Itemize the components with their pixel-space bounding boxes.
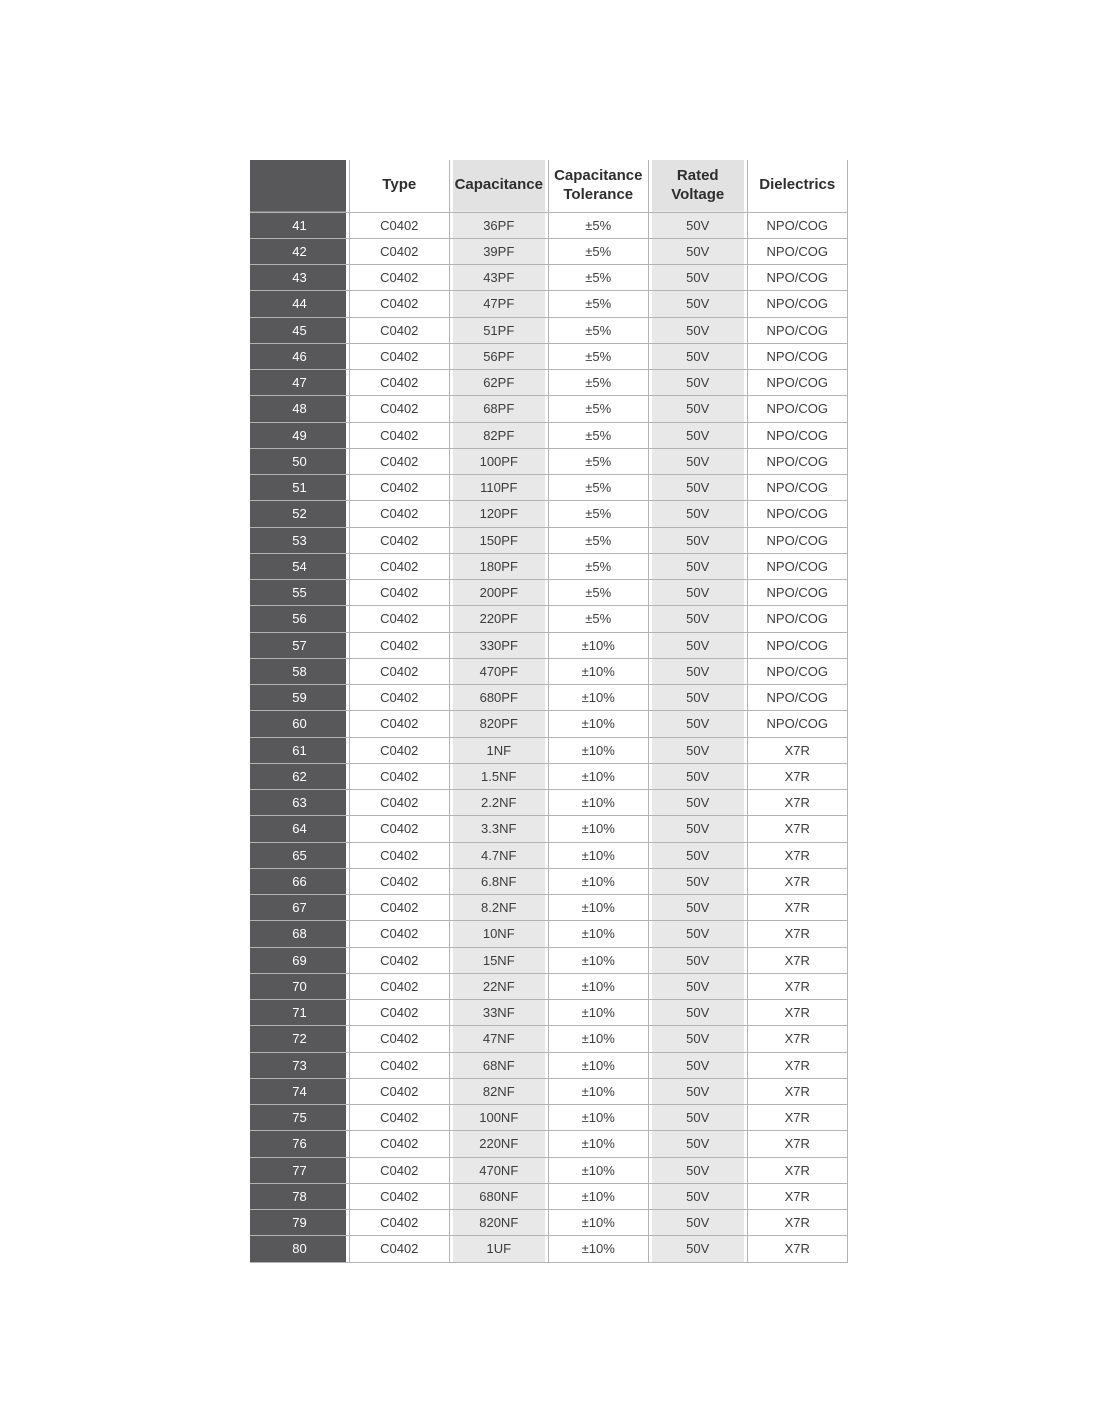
capacitance-tolerance-cell: ±5% [549, 606, 649, 632]
capacitance-tolerance-cell: ±10% [549, 947, 649, 973]
type-cell: C0402 [350, 580, 450, 606]
capacitance-cell: 3.3NF [449, 816, 549, 842]
rated-voltage-cell: 50V [648, 580, 748, 606]
table-row [250, 816, 847, 842]
capacitance-cell: 220PF [449, 606, 549, 632]
table-row [250, 1236, 847, 1262]
dielectrics-cell: NPO/COG [748, 238, 848, 264]
rated-voltage-cell: 50V [648, 658, 748, 684]
type-cell: C0402 [350, 606, 450, 632]
rated-voltage-cell: 50V [648, 396, 748, 422]
rated-voltage-cell: 50V [648, 291, 748, 317]
type-cell: C0402 [350, 422, 450, 448]
capacitance-tolerance-cell: ±10% [549, 1210, 649, 1236]
row-number-cell: 55 [250, 580, 350, 606]
dielectrics-cell: X7R [748, 973, 848, 999]
table-row [250, 947, 847, 973]
table-row [250, 1183, 847, 1209]
rated-voltage-cell: 50V [648, 685, 748, 711]
rated-voltage-cell: 50V [648, 895, 748, 921]
capacitance-tolerance-cell: ±5% [549, 212, 649, 238]
table-row [250, 1131, 847, 1157]
dielectrics-cell: NPO/COG [748, 475, 848, 501]
table-row [250, 895, 847, 921]
capacitor-spec-table [250, 160, 848, 1263]
capacitance-cell: 4.7NF [449, 842, 549, 868]
header-row [250, 160, 847, 212]
table-row [250, 1105, 847, 1131]
rated-voltage-cell: 50V [648, 448, 748, 474]
table-row [250, 317, 847, 343]
row-number-cell: 70 [250, 973, 350, 999]
capacitance-cell: 1UF [449, 1236, 549, 1262]
capacitance-tolerance-cell: ±5% [549, 527, 649, 553]
capacitance-tolerance-cell: ±10% [549, 763, 649, 789]
rated-voltage-cell: 50V [648, 1183, 748, 1209]
table-row [250, 632, 847, 658]
rated-voltage-cell: 50V [648, 763, 748, 789]
type-cell: C0402 [350, 842, 450, 868]
dielectrics-cell: X7R [748, 1236, 848, 1262]
dielectrics-cell: NPO/COG [748, 343, 848, 369]
row-number-cell: 53 [250, 527, 350, 553]
row-number-cell: 67 [250, 895, 350, 921]
header-cell-capacitance-tolerance: Capacitance Tolerance [549, 160, 649, 212]
capacitance-tolerance-cell: ±5% [549, 317, 649, 343]
rated-voltage-cell: 50V [648, 921, 748, 947]
type-cell: C0402 [350, 501, 450, 527]
capacitance-cell: 1.5NF [449, 763, 549, 789]
rated-voltage-cell: 50V [648, 343, 748, 369]
type-cell: C0402 [350, 1183, 450, 1209]
type-cell: C0402 [350, 790, 450, 816]
type-cell: C0402 [350, 816, 450, 842]
rated-voltage-cell: 50V [648, 1131, 748, 1157]
rated-voltage-cell: 50V [648, 1052, 748, 1078]
header-cell-rated-voltage: Rated Voltage [648, 160, 748, 212]
dielectrics-cell: X7R [748, 1183, 848, 1209]
capacitance-cell: 470PF [449, 658, 549, 684]
table-body [250, 212, 847, 1262]
capacitance-cell: 10NF [449, 921, 549, 947]
table-row [250, 448, 847, 474]
header-cell-capacitance: Capacitance [449, 160, 549, 212]
rated-voltage-cell: 50V [648, 1236, 748, 1262]
type-cell: C0402 [350, 973, 450, 999]
row-number-cell: 45 [250, 317, 350, 343]
table-row [250, 868, 847, 894]
dielectrics-cell: NPO/COG [748, 658, 848, 684]
rated-voltage-cell: 50V [648, 422, 748, 448]
capacitance-tolerance-cell: ±5% [549, 448, 649, 474]
rated-voltage-cell: 50V [648, 475, 748, 501]
rated-voltage-cell: 50V [648, 553, 748, 579]
rated-voltage-cell: 50V [648, 1157, 748, 1183]
capacitance-tolerance-cell: ±10% [549, 1078, 649, 1104]
table-row [250, 343, 847, 369]
capacitance-tolerance-cell: ±10% [549, 1157, 649, 1183]
dielectrics-cell: X7R [748, 842, 848, 868]
table-row [250, 1026, 847, 1052]
table-row [250, 737, 847, 763]
capacitance-cell: 22NF [449, 973, 549, 999]
capacitance-tolerance-cell: ±10% [549, 1000, 649, 1026]
capacitance-tolerance-cell: ±10% [549, 737, 649, 763]
capacitance-cell: 110PF [449, 475, 549, 501]
capacitance-cell: 33NF [449, 1000, 549, 1026]
rated-voltage-cell: 50V [648, 842, 748, 868]
row-number-cell: 50 [250, 448, 350, 474]
dielectrics-cell: NPO/COG [748, 527, 848, 553]
type-cell: C0402 [350, 1131, 450, 1157]
table-row [250, 501, 847, 527]
capacitance-tolerance-cell: ±10% [549, 973, 649, 999]
row-number-cell: 61 [250, 737, 350, 763]
capacitance-cell: 200PF [449, 580, 549, 606]
dielectrics-cell: X7R [748, 1078, 848, 1104]
capacitance-tolerance-cell: ±10% [549, 816, 649, 842]
row-number-cell: 49 [250, 422, 350, 448]
rated-voltage-cell: 50V [648, 1000, 748, 1026]
capacitance-tolerance-cell: ±10% [549, 711, 649, 737]
capacitance-tolerance-cell: ±5% [549, 396, 649, 422]
row-number-cell: 69 [250, 947, 350, 973]
capacitance-tolerance-cell: ±5% [549, 553, 649, 579]
capacitance-cell: 820NF [449, 1210, 549, 1236]
rated-voltage-cell: 50V [648, 1210, 748, 1236]
capacitance-tolerance-cell: ±10% [549, 1105, 649, 1131]
capacitance-cell: 36PF [449, 212, 549, 238]
rated-voltage-cell: 50V [648, 265, 748, 291]
dielectrics-cell: X7R [748, 868, 848, 894]
type-cell: C0402 [350, 632, 450, 658]
rated-voltage-cell: 50V [648, 501, 748, 527]
capacitance-tolerance-cell: ±5% [549, 475, 649, 501]
table-row [250, 1000, 847, 1026]
row-number-cell: 59 [250, 685, 350, 711]
rated-voltage-cell: 50V [648, 973, 748, 999]
capacitance-tolerance-cell: ±5% [549, 291, 649, 317]
dielectrics-cell: X7R [748, 763, 848, 789]
dielectrics-cell: X7R [748, 947, 848, 973]
capacitance-cell: 82NF [449, 1078, 549, 1104]
capacitance-cell: 220NF [449, 1131, 549, 1157]
type-cell: C0402 [350, 658, 450, 684]
type-cell: C0402 [350, 737, 450, 763]
capacitance-tolerance-cell: ±10% [549, 685, 649, 711]
type-cell: C0402 [350, 370, 450, 396]
type-cell: C0402 [350, 396, 450, 422]
dielectrics-cell: X7R [748, 1131, 848, 1157]
table-row [250, 291, 847, 317]
dielectrics-cell: NPO/COG [748, 422, 848, 448]
table-row [250, 475, 847, 501]
type-cell: C0402 [350, 921, 450, 947]
table-row [250, 790, 847, 816]
type-cell: C0402 [350, 527, 450, 553]
capacitance-tolerance-cell: ±5% [549, 580, 649, 606]
capacitance-cell: 330PF [449, 632, 549, 658]
row-number-cell: 47 [250, 370, 350, 396]
table-header [250, 160, 847, 212]
table-row [250, 973, 847, 999]
table-row [250, 396, 847, 422]
row-number-cell: 48 [250, 396, 350, 422]
type-cell: C0402 [350, 238, 450, 264]
dielectrics-cell: NPO/COG [748, 396, 848, 422]
rated-voltage-cell: 50V [648, 527, 748, 553]
row-number-cell: 72 [250, 1026, 350, 1052]
dielectrics-cell: X7R [748, 1210, 848, 1236]
rated-voltage-cell: 50V [648, 947, 748, 973]
row-number-cell: 57 [250, 632, 350, 658]
capacitance-tolerance-cell: ±10% [549, 790, 649, 816]
capacitance-cell: 68NF [449, 1052, 549, 1078]
capacitance-tolerance-cell: ±10% [549, 1236, 649, 1262]
capacitance-tolerance-cell: ±5% [549, 370, 649, 396]
dielectrics-cell: NPO/COG [748, 265, 848, 291]
table-row [250, 553, 847, 579]
dielectrics-cell: NPO/COG [748, 685, 848, 711]
type-cell: C0402 [350, 291, 450, 317]
row-number-cell: 60 [250, 711, 350, 737]
row-number-cell: 76 [250, 1131, 350, 1157]
type-cell: C0402 [350, 1078, 450, 1104]
capacitance-cell: 2.2NF [449, 790, 549, 816]
capacitance-tolerance-cell: ±10% [549, 1131, 649, 1157]
row-number-cell: 66 [250, 868, 350, 894]
capacitance-cell: 82PF [449, 422, 549, 448]
rated-voltage-cell: 50V [648, 238, 748, 264]
type-cell: C0402 [350, 895, 450, 921]
row-number-cell: 68 [250, 921, 350, 947]
capacitance-tolerance-cell: ±10% [549, 658, 649, 684]
dielectrics-cell: X7R [748, 1105, 848, 1131]
capacitance-cell: 820PF [449, 711, 549, 737]
capacitance-cell: 15NF [449, 947, 549, 973]
row-number-cell: 42 [250, 238, 350, 264]
row-number-cell: 75 [250, 1105, 350, 1131]
rated-voltage-cell: 50V [648, 816, 748, 842]
row-number-cell: 64 [250, 816, 350, 842]
capacitance-tolerance-cell: ±5% [549, 422, 649, 448]
rated-voltage-cell: 50V [648, 212, 748, 238]
dielectrics-cell: X7R [748, 1000, 848, 1026]
dielectrics-cell: NPO/COG [748, 501, 848, 527]
table-row [250, 265, 847, 291]
type-cell: C0402 [350, 1210, 450, 1236]
dielectrics-cell: NPO/COG [748, 291, 848, 317]
dielectrics-cell: X7R [748, 921, 848, 947]
row-number-cell: 79 [250, 1210, 350, 1236]
capacitance-cell: 43PF [449, 265, 549, 291]
capacitance-tolerance-cell: ±5% [549, 238, 649, 264]
type-cell: C0402 [350, 868, 450, 894]
row-number-cell: 74 [250, 1078, 350, 1104]
rated-voltage-cell: 50V [648, 1078, 748, 1104]
row-number-cell: 71 [250, 1000, 350, 1026]
rated-voltage-cell: 50V [648, 1105, 748, 1131]
row-number-cell: 46 [250, 343, 350, 369]
type-cell: C0402 [350, 553, 450, 579]
row-number-cell: 56 [250, 606, 350, 632]
capacitance-cell: 100PF [449, 448, 549, 474]
dielectrics-cell: X7R [748, 737, 848, 763]
type-cell: C0402 [350, 763, 450, 789]
capacitance-tolerance-cell: ±5% [549, 265, 649, 291]
table-row [250, 606, 847, 632]
row-number-cell: 77 [250, 1157, 350, 1183]
row-number-cell: 80 [250, 1236, 350, 1262]
type-cell: C0402 [350, 448, 450, 474]
row-number-cell: 65 [250, 842, 350, 868]
row-number-cell: 78 [250, 1183, 350, 1209]
table-row [250, 658, 847, 684]
capacitance-cell: 1NF [449, 737, 549, 763]
dielectrics-cell: NPO/COG [748, 632, 848, 658]
rated-voltage-cell: 50V [648, 317, 748, 343]
type-cell: C0402 [350, 475, 450, 501]
rated-voltage-cell: 50V [648, 370, 748, 396]
dielectrics-cell: X7R [748, 1157, 848, 1183]
rated-voltage-cell: 50V [648, 868, 748, 894]
capacitance-cell: 180PF [449, 553, 549, 579]
type-cell: C0402 [350, 1000, 450, 1026]
header-cell-row-number [250, 160, 350, 212]
table-row [250, 1078, 847, 1104]
capacitance-cell: 150PF [449, 527, 549, 553]
type-cell: C0402 [350, 947, 450, 973]
table-row [250, 842, 847, 868]
capacitance-tolerance-cell: ±10% [549, 868, 649, 894]
dielectrics-cell: X7R [748, 895, 848, 921]
table-row [250, 580, 847, 606]
rated-voltage-cell: 50V [648, 606, 748, 632]
dielectrics-cell: NPO/COG [748, 448, 848, 474]
type-cell: C0402 [350, 343, 450, 369]
row-number-cell: 58 [250, 658, 350, 684]
capacitance-tolerance-cell: ±10% [549, 895, 649, 921]
table-row [250, 763, 847, 789]
table-row [250, 370, 847, 396]
capacitance-cell: 47NF [449, 1026, 549, 1052]
capacitance-cell: 47PF [449, 291, 549, 317]
capacitance-tolerance-cell: ±10% [549, 842, 649, 868]
row-number-cell: 54 [250, 553, 350, 579]
dielectrics-cell: NPO/COG [748, 370, 848, 396]
capacitance-cell: 51PF [449, 317, 549, 343]
table-row [250, 1210, 847, 1236]
table-row [250, 1157, 847, 1183]
dielectrics-cell: NPO/COG [748, 580, 848, 606]
dielectrics-cell: NPO/COG [748, 711, 848, 737]
capacitance-cell: 56PF [449, 343, 549, 369]
capacitance-tolerance-cell: ±5% [549, 501, 649, 527]
capacitance-tolerance-cell: ±10% [549, 921, 649, 947]
capacitance-tolerance-cell: ±10% [549, 1026, 649, 1052]
capacitance-tolerance-cell: ±10% [549, 1183, 649, 1209]
table-row [250, 527, 847, 553]
dielectrics-cell: X7R [748, 816, 848, 842]
header-cell-dielectrics: Dielectrics [748, 160, 848, 212]
capacitance-tolerance-cell: ±5% [549, 343, 649, 369]
rated-voltage-cell: 50V [648, 1026, 748, 1052]
capacitance-cell: 680NF [449, 1183, 549, 1209]
table-row [250, 711, 847, 737]
type-cell: C0402 [350, 212, 450, 238]
dielectrics-cell: NPO/COG [748, 606, 848, 632]
table-row [250, 921, 847, 947]
capacitance-cell: 100NF [449, 1105, 549, 1131]
capacitance-cell: 68PF [449, 396, 549, 422]
table-row [250, 1052, 847, 1078]
type-cell: C0402 [350, 1157, 450, 1183]
capacitance-cell: 120PF [449, 501, 549, 527]
type-cell: C0402 [350, 1052, 450, 1078]
table-row [250, 238, 847, 264]
table-row [250, 212, 847, 238]
type-cell: C0402 [350, 317, 450, 343]
capacitance-cell: 8.2NF [449, 895, 549, 921]
capacitance-tolerance-cell: ±10% [549, 1052, 649, 1078]
dielectrics-cell: NPO/COG [748, 553, 848, 579]
capacitance-tolerance-cell: ±10% [549, 632, 649, 658]
row-number-cell: 73 [250, 1052, 350, 1078]
dielectrics-cell: NPO/COG [748, 317, 848, 343]
header-cell-type: Type [350, 160, 450, 212]
capacitance-cell: 470NF [449, 1157, 549, 1183]
table-row [250, 422, 847, 448]
row-number-cell: 51 [250, 475, 350, 501]
type-cell: C0402 [350, 685, 450, 711]
row-number-cell: 62 [250, 763, 350, 789]
row-number-cell: 63 [250, 790, 350, 816]
dielectrics-cell: NPO/COG [748, 212, 848, 238]
rated-voltage-cell: 50V [648, 711, 748, 737]
capacitance-cell: 62PF [449, 370, 549, 396]
type-cell: C0402 [350, 1026, 450, 1052]
type-cell: C0402 [350, 1236, 450, 1262]
capacitance-cell: 6.8NF [449, 868, 549, 894]
rated-voltage-cell: 50V [648, 737, 748, 763]
capacitor-spec-table-container [250, 160, 848, 1263]
table-row [250, 685, 847, 711]
row-number-cell: 52 [250, 501, 350, 527]
type-cell: C0402 [350, 265, 450, 291]
dielectrics-cell: X7R [748, 1052, 848, 1078]
capacitance-cell: 680PF [449, 685, 549, 711]
rated-voltage-cell: 50V [648, 790, 748, 816]
dielectrics-cell: X7R [748, 790, 848, 816]
row-number-cell: 41 [250, 212, 350, 238]
capacitance-cell: 39PF [449, 238, 549, 264]
dielectrics-cell: X7R [748, 1026, 848, 1052]
type-cell: C0402 [350, 1105, 450, 1131]
row-number-cell: 43 [250, 265, 350, 291]
rated-voltage-cell: 50V [648, 632, 748, 658]
row-number-cell: 44 [250, 291, 350, 317]
type-cell: C0402 [350, 711, 450, 737]
